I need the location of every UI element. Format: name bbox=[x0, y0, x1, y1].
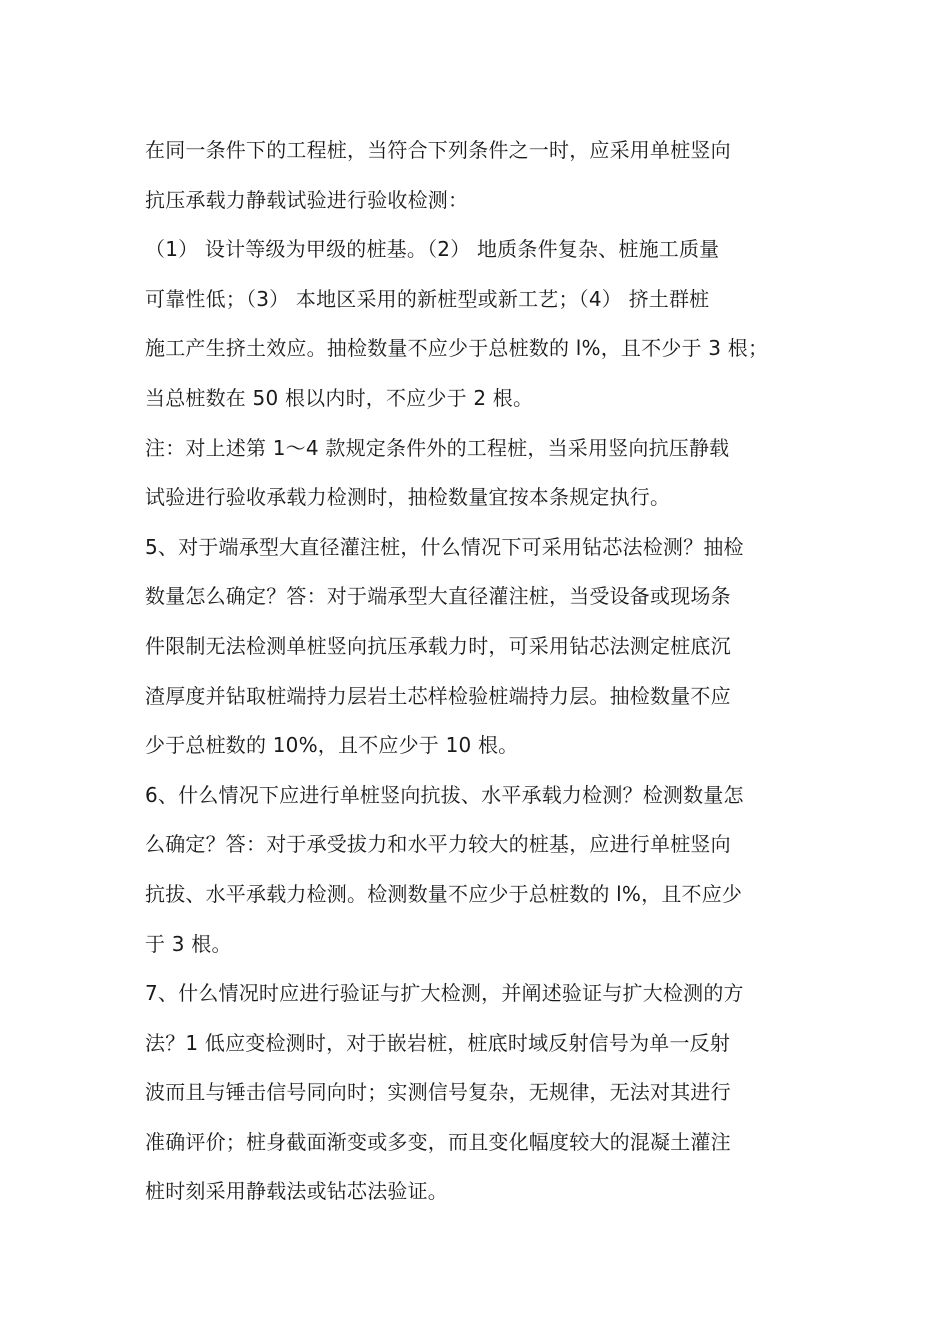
text-line: 施工产生挤土效应。抽检数量不应少于总桩数的 l%，且不少于 3 根； bbox=[145, 336, 769, 361]
question-7-line: 准确评价；桩身截面渐变或多变，而且变化幅度较大的混凝土灌注 bbox=[145, 1129, 731, 1154]
question-6-line: 抗拔、水平承载力检测。检测数量不应少于总桩数的 l%，且不应少 bbox=[145, 881, 743, 906]
question-5-line: 渣厚度并钻取桩端持力层岩土芯样检验桩端持力层。抽检数量不应 bbox=[145, 683, 731, 708]
text-line: 抗压承载力静载试验进行验收检测： bbox=[145, 187, 469, 212]
question-7-line: 桩时刻采用静载法或钻芯法验证。 bbox=[145, 1179, 448, 1204]
question-7-line: 波而且与锤击信号同向时；实测信号复杂，无规律，无法对其进行 bbox=[145, 1080, 731, 1105]
question-5-line: 少于总桩数的 10%，且不应少于 10 根。 bbox=[145, 733, 519, 758]
text-line: 在同一条件下的工程桩，当符合下列条件之一时，应采用单桩竖向 bbox=[145, 138, 731, 162]
text-line: 当总桩数在 50 根以内时，不应少于 2 根。 bbox=[145, 385, 534, 410]
question-7-line: 7、什么情况时应进行验证与扩大检测，并阐述验证与扩大检测的方 bbox=[145, 981, 744, 1006]
note-line: 试验进行验收承载力检测时，抽检数量宜按本条规定执行。 bbox=[145, 485, 671, 510]
question-6-line: 于 3 根。 bbox=[145, 931, 232, 956]
question-5-line: 5、对于端承型大直径灌注桩，什么情况下可采用钻芯法检测？抽检 bbox=[145, 534, 744, 559]
question-6-line: 么确定？答：对于承受拔力和水平力较大的桩基，应进行单桩竖向 bbox=[145, 832, 731, 857]
text-line: （1） 设计等级为甲级的桩基。（2） 地质条件复杂、桩施工质量 bbox=[145, 237, 720, 262]
question-5-line: 数量怎么确定？答：对于端承型大直径灌注桩，当受设备或现场条 bbox=[145, 584, 731, 609]
text-line: 可靠性低；（3） 本地区采用的新桩型或新工艺；（4） 挤土群桩 bbox=[145, 286, 710, 311]
document-body bbox=[145, 126, 835, 1217]
question-6-line: 6、什么情况下应进行单桩竖向抗拔、水平承载力检测？检测数量怎 bbox=[145, 782, 744, 807]
question-7-line: 法？1 低应变检测时，对于嵌岩桩，桩底时域反射信号为单一反射 bbox=[145, 1030, 731, 1055]
question-5-line: 件限制无法检测单桩竖向抗压承载力时，可采用钻芯法测定桩底沉 bbox=[145, 633, 731, 658]
note-line: 注：对上述第 1～4 款规定条件外的工程桩，当采用竖向抗压静载 bbox=[145, 435, 730, 460]
